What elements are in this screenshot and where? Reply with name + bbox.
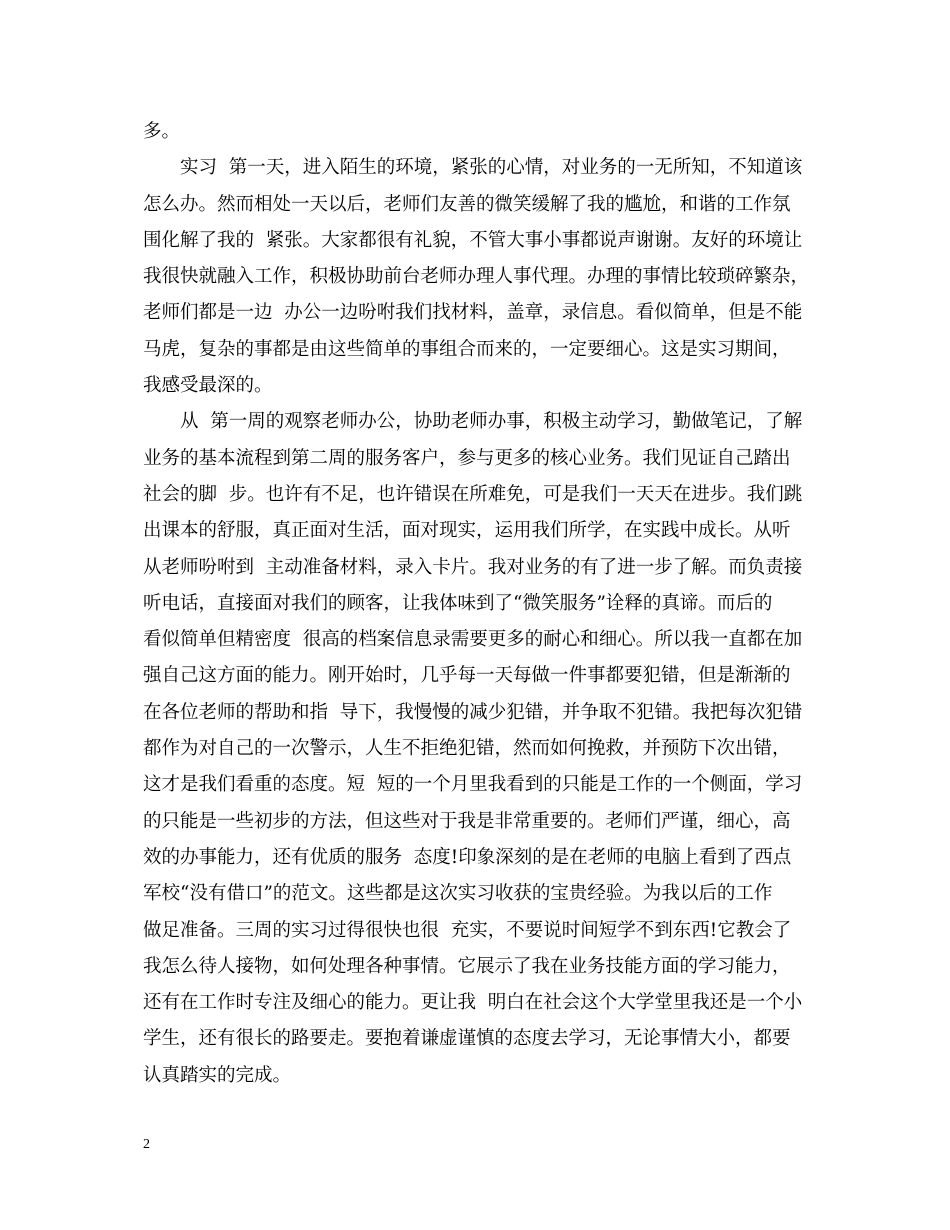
text-line: 从老师吩咐到 主动准备材料，录入卡片。我对业务的有了进一步了解。而负责接 xyxy=(143,556,803,578)
text-line: 我感受最深的。 xyxy=(143,375,273,397)
text-line: 的只能是一些初步的方法，但这些对于我是非常重要的。老师们严谨，细心，高 xyxy=(143,810,791,832)
text-line: 效的办事能力，还有优质的服务 态度!印象深刻的是在老师的电脑上看到了西点 xyxy=(143,846,792,868)
text-line: 我很快就融入工作，积极协助前台老师办理人事代理。办理的事情比较琐碎繁杂， xyxy=(143,266,810,288)
text-line: 多。 xyxy=(143,121,181,142)
text-line: 我怎么待人接物，如何处理各种事情。它展示了我在业务技能方面的学习能力， xyxy=(143,955,791,977)
text-line: 围化解了我的 紧张。大家都很有礼貌，不管大事小事都说声谢谢。友好的环境让 xyxy=(143,229,803,251)
text-line: 业务的基本流程到第二周的服务客户，参与更多的核心业务。我们见证自己踏出 xyxy=(143,447,791,469)
text-line: 出课本的舒服，真正面对生活，面对现实，运用我们所学，在实践中成长。从听 xyxy=(143,520,791,542)
text-line: 都作为对自己的一次警示，人生不拒绝犯错，然而如何挽救，并预防下次出错， xyxy=(143,738,791,760)
text-line: 军校“没有借口”的范文。这些都是这次实习收获的宝贵经验。为我以后的工作 xyxy=(143,883,773,905)
text-line: 学生，还有很长的路要走。要抱着谦虚谨慎的态度去学习，无论事情大小，都要 xyxy=(143,1028,791,1050)
text-line: 实习 第一天，进入陌生的环境，紧张的心情，对业务的一无所知，不知道该 xyxy=(143,157,803,179)
text-line: 强自己这方面的能力。刚开始时，几乎每一天每做一件事都要犯错，但是渐渐的 xyxy=(143,665,791,687)
text-line: 看似简单但精密度 很高的档案信息录需要更多的耐心和细心。所以我一直都在加 xyxy=(143,629,803,651)
text-line: 马虎，复杂的事都是由这些简单的事组合而来的，一定要细心。这是实习期间， xyxy=(143,338,791,360)
text-line: 从 第一周的观察老师办公，协助老师办事，积极主动学习，勤做笔记，了解 xyxy=(143,411,803,433)
text-line: 社会的脚 步。也许有不足，也许错误在所难免，可是我们一天天在进步。我们跳 xyxy=(143,483,803,505)
text-line: 老师们都是一边 办公一边吩咐我们找材料，盖章，录信息。看似简单，但是不能 xyxy=(143,302,803,324)
text-line: 怎么办。然而相处一天以后，老师们友善的微笑缓解了我的尴尬，和谐的工作氛 xyxy=(143,193,791,215)
text-line: 在各位老师的帮助和指 导下，我慢慢的减少犯错，并争取不犯错。我把每次犯错 xyxy=(143,701,803,723)
text-line: 听电话，直接面对我们的顾客，让我体味到了“微笑服务”诠释的真谛。而后的 xyxy=(143,592,773,614)
text-line: 认真踏实的完成。 xyxy=(143,1064,292,1086)
page-number: 2 xyxy=(143,1137,150,1152)
text-line: 做足准备。三周的实习过得很快也很 充实，不要说时间短学不到东西!它教会了 xyxy=(143,919,792,941)
text-line: 还有在工作时专注及细心的能力。更让我 明白在社会这个大学堂里我还是一个小 xyxy=(143,992,803,1014)
text-line: 这才是我们看重的态度。短 短的一个月里我看到的只能是工作的一个侧面，学习 xyxy=(143,774,803,796)
body-text xyxy=(143,114,823,1094)
